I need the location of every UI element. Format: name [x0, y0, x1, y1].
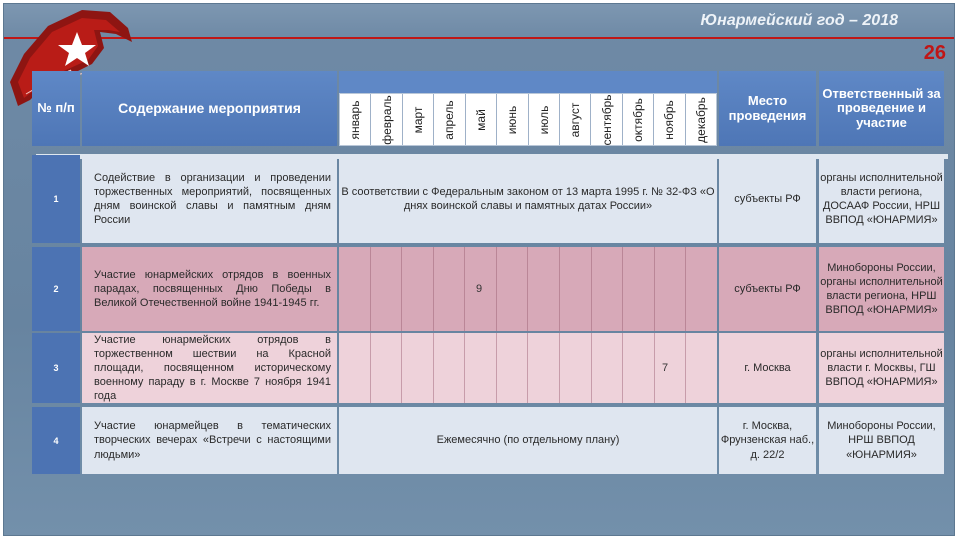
month-header: ноябрь: [654, 94, 685, 145]
event-responsible: Минобороны России, НРШ ВВПОД «ЮНАРМИЯ»: [819, 407, 944, 474]
schedule-mark-may: 9: [476, 283, 483, 295]
row-number: 3: [32, 333, 80, 403]
column-header-number: № п/п: [32, 71, 80, 146]
event-description: Содействие в организации и проведении торжественных мероприятий, посвященных дням воинской славы и памятным дням России: [82, 155, 337, 243]
event-schedule: В соответствии с Федеральным законом от 13 марта 1995 г. № 32-ФЗ «О днях воинской славы и памятных датах России»: [339, 155, 717, 243]
event-place: г. Москва, Фрунзенская наб., д. 22/2: [719, 407, 816, 474]
months-header-band: [339, 71, 717, 93]
schedule-mark-november: 7: [662, 362, 669, 374]
event-responsible: органы исполнительной власти г. Москвы, ГШ ВВПОД «ЮНАРМИЯ»: [819, 333, 944, 403]
month-grid: [339, 333, 717, 403]
month-header: июль: [529, 94, 560, 145]
event-place: субъекты РФ: [719, 247, 816, 331]
column-header-content: Содержание мероприятия: [82, 71, 337, 146]
event-place: г. Москва: [719, 333, 816, 403]
event-responsible: органы исполнительной власти региона, ДОСААФ России, НРШ ВВПОД «ЮНАРМИЯ»: [819, 155, 944, 243]
column-header-responsible: Ответственный за проведение и участие: [819, 71, 944, 146]
event-place: субъекты РФ: [719, 155, 816, 243]
event-description: Участие юнармейцев в тематических творческих вечерах «Встречи с настоящими людьми»: [82, 407, 337, 474]
year-title: Юнармейский год – 2018: [700, 12, 898, 29]
month-header: июнь: [497, 94, 528, 145]
row-number: 2: [32, 247, 80, 331]
month-header: май: [466, 94, 497, 145]
month-header: март: [403, 94, 434, 145]
row-number: 4: [32, 407, 80, 474]
month-header: октябрь: [623, 94, 654, 145]
month-header: январь: [340, 94, 371, 145]
row-number: 1: [32, 155, 80, 243]
month-header: декабрь: [693, 96, 708, 143]
event-description: Участие юнармейских отрядов в военных парадах, посвященных Дню Победы в Великой Отечественной войне 1941-1945 гг.: [82, 247, 337, 331]
event-responsible: Минобороны России, органы исполнительной власти региона, НРШ ВВПОД «ЮНАРМИЯ»: [819, 247, 944, 331]
event-schedule: Ежемесячно (по отдельному плану): [339, 407, 717, 474]
month-header: апрель: [434, 94, 465, 145]
column-header-place: Место проведения: [719, 71, 816, 146]
red-divider-line: [4, 37, 954, 39]
page-number: 26: [923, 42, 946, 64]
month-header: август: [560, 94, 591, 145]
event-description: Участие юнармейских отрядов в торжественном шествии на Красной площади, посвященном историческому военному параду в г. Москве 7 ноября 1941 года: [82, 333, 337, 403]
months-header: [339, 93, 717, 146]
month-grid: [339, 247, 717, 331]
month-header: февраль: [371, 94, 402, 145]
month-header: сентябрь: [591, 94, 622, 145]
